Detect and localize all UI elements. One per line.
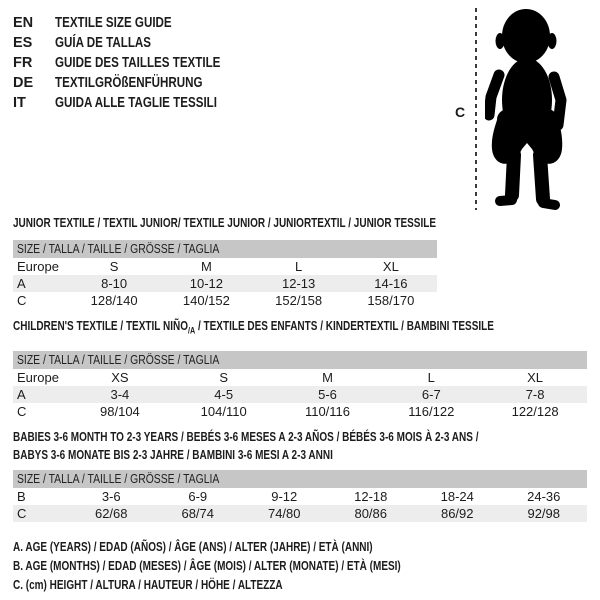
height-cell: 140/152	[182, 293, 230, 308]
size-cell: S	[109, 259, 119, 274]
size-header-bar: SIZE / TALLA / TAILLE / GRÖSSE / TAGLIA	[13, 470, 587, 488]
lang-code: ES	[13, 35, 33, 51]
region-row	[13, 258, 437, 275]
junior-textile-section	[13, 216, 437, 309]
height-cell: 152/158	[275, 293, 323, 308]
height-dotted-line	[475, 8, 477, 210]
age-cell: 10-12	[189, 276, 223, 291]
height-cell: 122/128	[511, 403, 559, 419]
row-label: C	[17, 403, 27, 419]
size-cell: S	[219, 369, 229, 385]
babies-textile-section	[13, 428, 587, 522]
months-cell: 18-24	[440, 489, 474, 504]
lang-code: EN	[13, 15, 34, 31]
row-label: Europe	[17, 369, 59, 385]
height-cell: 68/74	[181, 506, 215, 521]
lang-row-it	[13, 93, 262, 113]
height-measure-label: C	[455, 104, 466, 120]
height-cell: 128/140	[90, 293, 138, 308]
row-label: A	[17, 386, 26, 402]
height-row	[13, 292, 437, 309]
months-cell: 6-9	[188, 489, 208, 504]
age-cell: 6-7	[421, 386, 441, 402]
baby-silhouette-icon	[485, 5, 593, 210]
lang-title: GUIDA ALLE TAGLIE TESSILI	[55, 95, 217, 111]
legend-line-a: A. AGE (YEARS) / EDAD (AÑOS) / ÂGE (ANS) / ALTER (JAHRE) / ETÀ (ANNI)	[13, 540, 373, 554]
lang-row-fr	[13, 53, 262, 73]
lang-row-de	[13, 73, 262, 93]
months-cell: 3-6	[101, 489, 121, 504]
size-cell: L	[295, 259, 303, 274]
age-cell: 12-13	[282, 276, 316, 291]
children-textile-section	[13, 319, 587, 420]
lang-row-en	[13, 13, 262, 33]
row-label: B	[17, 489, 26, 504]
legend-line-b: B. AGE (MONTHS) / EDAD (MESES) / ÂGE (MOIS) / ALTER (MONATE) / ETÀ (MESI)	[13, 559, 401, 573]
months-cell: 24-36	[527, 489, 561, 504]
age-row	[13, 386, 587, 403]
height-cell: 74/80	[267, 506, 301, 521]
lang-title: TEXTILE SIZE GUIDE	[55, 15, 172, 31]
row-label: Europe	[17, 259, 59, 274]
height-row	[13, 505, 587, 522]
size-header-bar: SIZE / TALLA / TAILLE / GRÖSSE / TAGLIA	[13, 351, 587, 369]
baby-height-figure	[455, 4, 600, 216]
babies-size-table	[13, 470, 587, 522]
row-label: C	[17, 293, 27, 308]
lang-title: TEXTILGRÖßENFÜHRUNG	[55, 75, 203, 91]
months-cell: 9-12	[271, 489, 298, 504]
size-cell: XS	[111, 369, 129, 385]
size-cell: L	[427, 369, 435, 385]
height-cell: 116/122	[408, 403, 455, 419]
region-row	[13, 369, 587, 386]
months-row	[13, 488, 587, 505]
lang-code: DE	[13, 75, 34, 91]
measurement-legend	[13, 538, 498, 595]
lang-code: FR	[13, 55, 33, 71]
children-size-table	[13, 351, 587, 420]
age-cell: 4-5	[214, 386, 234, 402]
height-cell: 62/68	[94, 506, 128, 521]
size-header-bar: SIZE / TALLA / TAILLE / GRÖSSE / TAGLIA	[13, 240, 437, 258]
height-cell: 80/86	[354, 506, 388, 521]
lang-title: GUIDE DES TAILLES TEXTILE	[55, 55, 221, 71]
size-cell: XL	[527, 369, 544, 385]
nino-a-subscript: /A	[187, 325, 196, 336]
height-cell: 158/170	[367, 293, 415, 308]
height-cell: 104/110	[200, 403, 247, 419]
age-cell: 7-8	[525, 386, 545, 402]
junior-section-title: JUNIOR TEXTILE / TEXTIL JUNIOR/ TEXTILE JUNIOR / JUNIORTEXTIL / JUNIOR TESSILE	[13, 216, 437, 230]
height-row	[13, 403, 587, 420]
height-cell: 110/116	[304, 403, 351, 419]
height-cell: 86/92	[440, 506, 474, 521]
legend-line-c: C. (cm) HEIGHT / ALTURA / HAUTEUR / HÖHE / ALTEZZA	[13, 578, 283, 592]
children-section-title: CHILDREN'S TEXTILE / TEXTIL $NIÑO_{/A}$ / TEXTILE DES ENFANTS / KINDERTEXTIL / BAMBINI TESSILE	[13, 319, 494, 336]
age-cell: 8-10	[101, 276, 128, 291]
age-row	[13, 275, 437, 292]
months-cell: 12-18	[354, 489, 388, 504]
size-cell: XL	[382, 259, 399, 274]
lang-title: GUÍA DE TALLAS	[55, 35, 152, 51]
junior-size-table	[13, 240, 437, 309]
height-cell: 92/98	[527, 506, 561, 521]
row-label: C	[17, 506, 27, 521]
height-cell: 98/104	[100, 403, 140, 419]
babies-section-title: BABIES 3-6 MONTH TO 2-3 YEARS / BEBÉS 3-6 MESES A 2-3 AÑOS / BÉBÉS 3-6 MOIS À 2-3 ANS / BABYS 3-6 MONATE BIS 2-3 JAHRE / BAMBINI 3-6 MESI A 2-3 ANNI	[13, 430, 479, 462]
age-cell: 5-6	[318, 386, 337, 402]
lang-code: IT	[13, 95, 26, 111]
lang-row-es	[13, 33, 262, 53]
language-title-list	[13, 13, 262, 113]
size-cell: M	[200, 259, 212, 274]
row-label: A	[17, 276, 26, 291]
age-cell: 14-16	[374, 276, 408, 291]
age-cell: 3-4	[110, 386, 130, 402]
size-cell: M	[322, 369, 333, 385]
